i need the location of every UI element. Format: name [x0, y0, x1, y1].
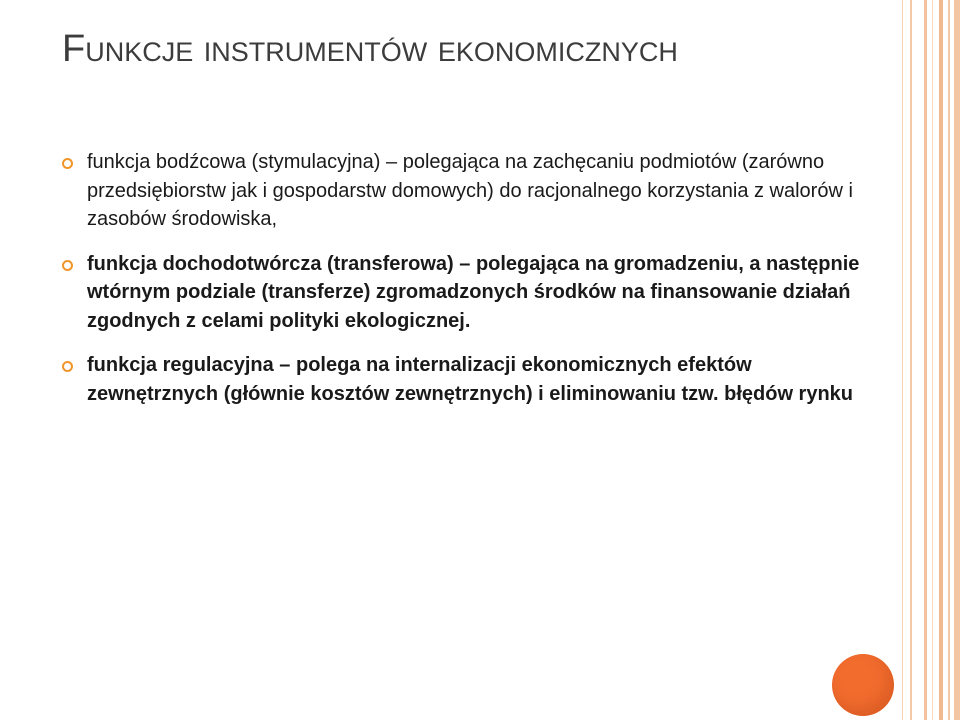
stripe [954, 0, 960, 720]
bullet-text: funkcja regulacyjna – polega na internalizacji ekonomicznych efektów zewnętrznych (głównie kosztów zewnętrznych) i eliminowaniu tzw. błędów rynku [87, 354, 854, 405]
decorative-circle [832, 654, 894, 716]
bullet-ring-icon [62, 158, 73, 169]
stripe [939, 0, 943, 720]
slide-title: Funkcje instrumentów ekonomicznych [62, 28, 678, 70]
stripe [924, 0, 927, 720]
bullet-item-revenue [62, 250, 862, 336]
bullet-text: funkcja dochodotwórcza (transferowa) – polegająca na gromadzeniu, a następnie wtórnym podziale (transferze) zgromadzonych środków na finansowanie działań zgodnych z celami polityki ekologicznej. [87, 252, 860, 332]
stripe [902, 0, 903, 720]
bullet-ring-icon [62, 260, 73, 271]
stripe [910, 0, 912, 720]
bullet-ring-icon [62, 361, 73, 372]
bullet-text: funkcja bodźcowa (stymulacyjna) – polegająca na zachęcaniu podmiotów (zarówno przedsiębiorstw jak i gospodarstw domowych) do racjonalnego korzystania z walorów i zasobów środowiska, [87, 151, 853, 230]
bullet-item-regulatory [62, 351, 862, 408]
stripe [948, 0, 950, 720]
stripe [932, 0, 933, 720]
decorative-stripes [902, 0, 960, 720]
bullet-item-incentive [62, 148, 862, 234]
bullet-list [62, 148, 862, 424]
